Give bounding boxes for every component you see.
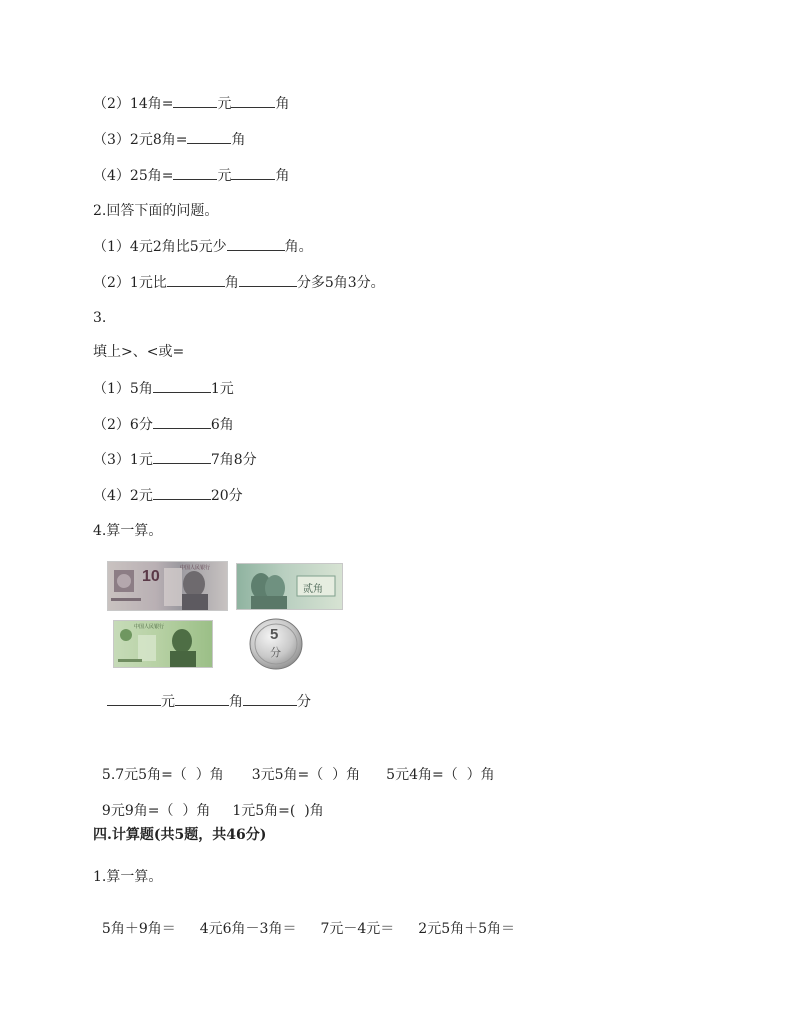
answer-blank[interactable]: [167, 273, 225, 287]
banknote-issuer-text: 中国人民银行: [134, 624, 165, 630]
q1-item-4: （4）25角= 元 角: [93, 168, 290, 184]
q1-item-2: （2）14角= 元 角: [93, 96, 290, 112]
answer-blank[interactable]: [231, 166, 275, 180]
coin-value: 5: [270, 626, 279, 643]
calc-row: [93, 902, 515, 938]
answer-blank[interactable]: [227, 237, 285, 251]
calc-item: 7元－4元＝: [320, 921, 395, 937]
calc-item: 4元6角－3角＝: [199, 921, 297, 937]
q5-item: 5.7元5角=（ ）角: [101, 767, 224, 783]
q5-item: 3元5角=（ ）角: [251, 767, 361, 783]
two-jiao-banknote-art: [237, 564, 343, 610]
calc-item: 5角＋9角＝: [101, 921, 176, 937]
answer-blank[interactable]: [153, 450, 211, 464]
answer-blank[interactable]: [175, 692, 229, 706]
q1-item-3: （3）2元8角= 角: [93, 132, 246, 148]
section-4-heading: 四.计算题(共5题，共46分): [93, 827, 267, 843]
calc-item: 2元5角＋5角＝: [418, 921, 516, 937]
question-3-number: 3.: [93, 310, 107, 326]
question-3-instruction: 填上>、<或=: [93, 344, 185, 360]
ten-yuan-banknote-image: [107, 561, 228, 611]
q2-item-1: （1）4元2角比5元少 角。: [93, 239, 313, 255]
q5-item: 9元9角=（ ）角: [101, 803, 211, 819]
question-4-title: 4.算一算。: [93, 523, 163, 539]
calc-question-1-title: 1.算一算。: [93, 869, 163, 885]
answer-blank[interactable]: [239, 273, 297, 287]
banknote-value-10: 10: [142, 568, 160, 585]
answer-blank[interactable]: [231, 94, 275, 108]
q3-item-3: （3）1元 7角8分: [93, 452, 257, 468]
question-2-title: 2.回答下面的问题。: [93, 203, 219, 219]
q5-row-2: [93, 784, 324, 820]
answer-blank[interactable]: [187, 130, 231, 144]
answer-blank[interactable]: [173, 94, 217, 108]
two-jiao-banknote-image: [236, 563, 343, 610]
q5-item: 1元5角=( )角: [232, 803, 324, 819]
answer-blank[interactable]: [107, 692, 161, 706]
answer-blank[interactable]: [153, 415, 211, 429]
banknote-value-2-jiao: 贰角: [303, 584, 323, 595]
answer-blank[interactable]: [153, 486, 211, 500]
one-yuan-banknote-image: [113, 620, 213, 668]
q3-item-2: （2）6分 6角: [93, 417, 234, 433]
answer-blank[interactable]: [153, 379, 211, 393]
banknote-issuer-text: 中国人民银行: [180, 565, 211, 571]
q2-item-2: （2）1元比 角 分多5角3分。: [93, 275, 385, 291]
five-fen-coin-image: [248, 618, 304, 670]
q5-item: 5元4角=（ ）角: [386, 767, 495, 783]
coin-unit: 分: [270, 646, 281, 659]
answer-blank[interactable]: [173, 166, 217, 180]
q3-item-1: （1）5角 1元: [93, 381, 234, 397]
q5-row-1: [93, 748, 495, 784]
q3-item-4: （4）2元 20分: [93, 488, 243, 504]
q4-answer-line: 元 角 分: [107, 692, 311, 711]
answer-blank[interactable]: [243, 692, 297, 706]
